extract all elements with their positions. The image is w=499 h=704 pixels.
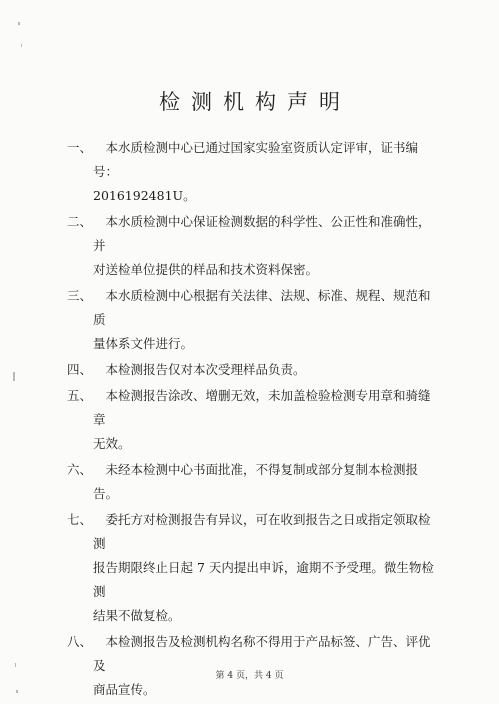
item-number: 三、 [67, 288, 93, 303]
scan-speck [16, 690, 18, 693]
list-item [0, 458, 499, 506]
scan-speck [13, 372, 15, 381]
list-item [0, 136, 499, 208]
item-text: 本检测报告涂改、增删无效，未加盖检验检测专用章和骑缝章 无效。 [93, 388, 431, 451]
item-text: 本水质检测中心已通过国家实验室资质认定评审，证书编号： 2016192481U。 [93, 140, 419, 203]
list-item [0, 210, 499, 282]
scan-speck [15, 663, 16, 667]
statement-list [0, 136, 499, 704]
list-item [0, 358, 499, 382]
scan-speck [21, 44, 22, 47]
item-number: 一、 [67, 140, 93, 155]
page-number: 第 4 页，共 4 页 [215, 671, 284, 681]
item-number: 七、 [67, 512, 93, 527]
item-text: 本检测报告仅对本次受理样品负责。 [93, 362, 306, 377]
item-number: 八、 [67, 634, 93, 649]
list-item [0, 384, 499, 456]
scan-speck [18, 22, 20, 25]
item-number: 四、 [67, 362, 93, 377]
item-number: 二、 [67, 214, 93, 229]
item-text: 本检测报告及检测机构名称不得用于产品标签、广告、评优及 商品宣传。 [93, 634, 431, 697]
item-text: 委托方对检测报告有异议，可在收到报告之日或指定领取检测 报告期限终止日起 7 天内提出申诉，逾期不予受理。微生物检测 结果不做复检。 [93, 512, 434, 623]
page-title: 检测机构声明 [159, 90, 351, 114]
item-number: 六、 [67, 462, 93, 477]
list-item [0, 508, 499, 628]
item-text: 未经本检测中心书面批准，不得复制或部分复制本检测报告。 [93, 462, 419, 501]
list-item [0, 630, 499, 702]
item-text: 本水质检测中心根据有关法律、法规、标准、规程、规范和质 量体系文件进行。 [93, 288, 431, 351]
item-text: 本水质检测中心保证检测数据的科学性、公正性和准确性，并 对送检单位提供的样品和技术资料保密。 [93, 214, 431, 277]
list-item [0, 284, 499, 356]
item-number: 五、 [67, 388, 93, 403]
